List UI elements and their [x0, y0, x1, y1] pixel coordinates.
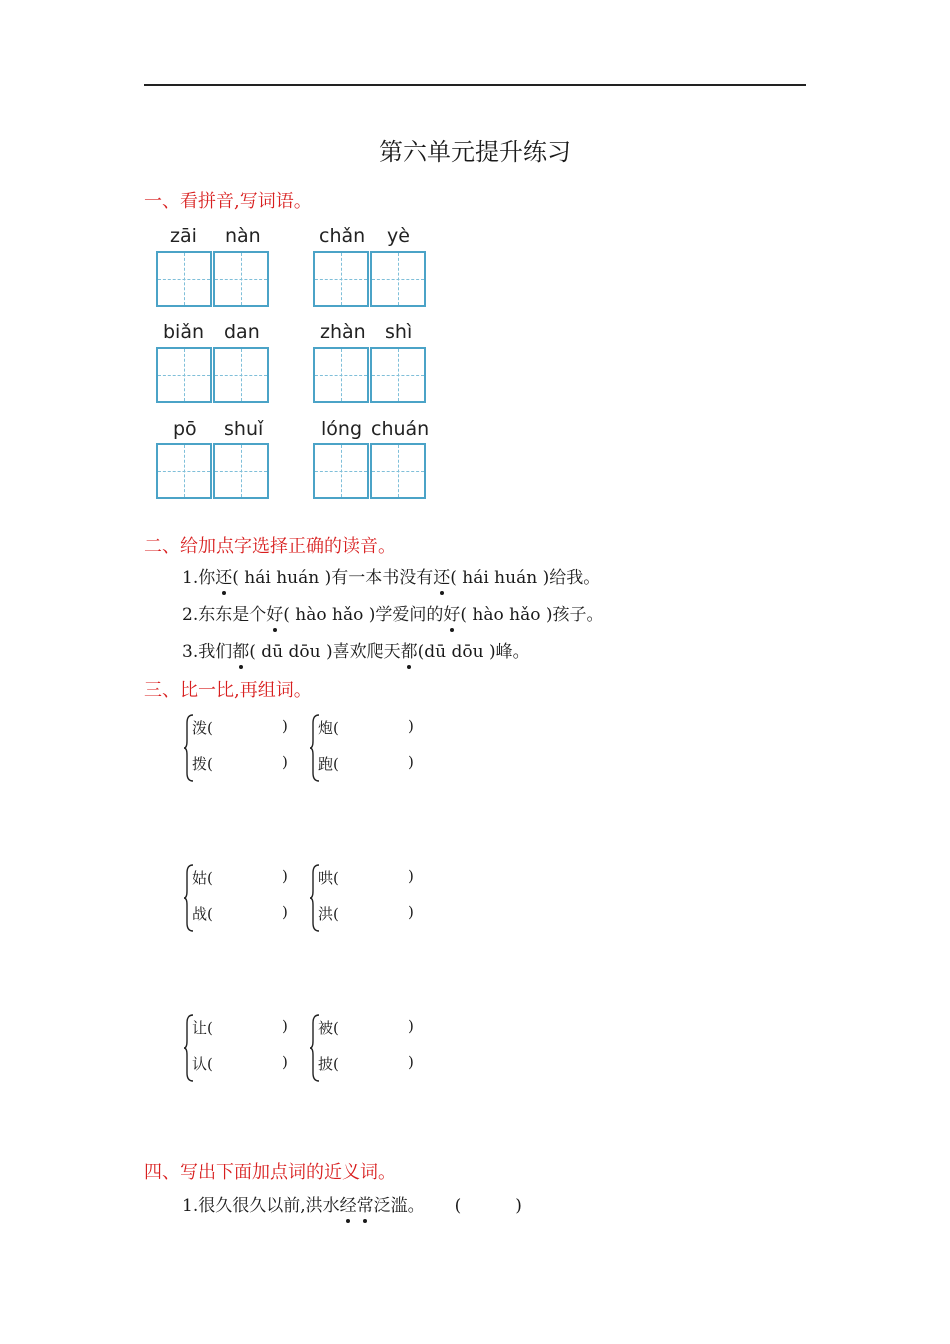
- question-2-2: [182, 600, 603, 625]
- pinyin: nàn: [225, 225, 261, 247]
- char-prompt: 战(: [192, 905, 213, 923]
- dotted-char: 常: [357, 1191, 374, 1216]
- char-prompt: 拨(: [192, 755, 213, 773]
- pinyin: biǎn: [163, 321, 205, 343]
- text: 1.很久很久以前,洪水: [182, 1196, 340, 1216]
- answer-blank[interactable]: ): [282, 903, 288, 921]
- compare-pair: [310, 863, 428, 933]
- writing-box[interactable]: [213, 251, 269, 307]
- writing-box[interactable]: [156, 251, 212, 307]
- dotted-char: 都: [401, 637, 418, 662]
- answer-blank[interactable]: ): [282, 717, 288, 735]
- answer-blank[interactable]: ): [408, 1053, 414, 1071]
- section1-heading: 一、看拼音,写词语。: [144, 191, 312, 212]
- question-2-1: [182, 563, 600, 588]
- reading-choice[interactable]: ( hào hǎo )孩子。: [460, 605, 604, 625]
- writing-box[interactable]: [156, 347, 212, 403]
- question-4-1: [182, 1191, 522, 1216]
- char-prompt: 跑(: [318, 755, 339, 773]
- dotted-char: 都: [232, 637, 249, 662]
- writing-box[interactable]: [213, 347, 269, 403]
- dotted-char: 好: [266, 600, 283, 625]
- char-prompt: 认(: [192, 1055, 213, 1073]
- answer-blank[interactable]: ): [282, 1017, 288, 1035]
- compare-pair: [184, 1013, 302, 1083]
- text: 泛滥。: [373, 1196, 425, 1216]
- text: 2.东东是个: [182, 605, 267, 625]
- text: 3.我们: [182, 642, 233, 662]
- reading-choice[interactable]: ( dū dōu )喜欢爬天: [249, 642, 401, 662]
- text: 1.你: [182, 568, 216, 588]
- compare-pair: [310, 1013, 428, 1083]
- pinyin: shì: [385, 321, 413, 343]
- char-prompt: 被(: [318, 1019, 339, 1037]
- section2-heading: 二、给加点字选择正确的读音。: [144, 536, 396, 557]
- pinyin: shuǐ: [224, 418, 264, 440]
- writing-box[interactable]: [213, 443, 269, 499]
- answer-blank[interactable]: ): [408, 1017, 414, 1035]
- writing-box[interactable]: [313, 251, 369, 307]
- pinyin: pō: [173, 418, 197, 440]
- answer-blank[interactable]: ): [282, 867, 288, 885]
- writing-box[interactable]: [370, 251, 426, 307]
- answer-blank[interactable]: ): [282, 1053, 288, 1071]
- page-title: 第六单元提升练习: [379, 138, 571, 166]
- reading-choice[interactable]: ( hào hǎo )学爱问的: [283, 605, 444, 625]
- pinyin: chuán: [371, 418, 430, 440]
- char-prompt: 泼(: [192, 719, 213, 737]
- writing-box[interactable]: [313, 443, 369, 499]
- pinyin: lóng: [321, 418, 363, 440]
- writing-box[interactable]: [370, 443, 426, 499]
- pinyin: yè: [387, 225, 410, 247]
- question-2-3: [182, 637, 530, 662]
- pinyin: zāi: [170, 225, 197, 247]
- answer-blank[interactable]: ): [408, 867, 414, 885]
- dotted-char: 还: [215, 563, 232, 588]
- reading-choice[interactable]: ( hái huán )有一本书没有: [232, 568, 434, 588]
- pinyin: zhàn: [320, 321, 366, 343]
- pinyin: dan: [224, 321, 260, 343]
- compare-pair: [310, 713, 428, 783]
- answer-blank[interactable]: ): [408, 717, 414, 735]
- writing-box[interactable]: [370, 347, 426, 403]
- dotted-char: 还: [433, 563, 450, 588]
- writing-box[interactable]: [313, 347, 369, 403]
- char-prompt: 洪(: [318, 905, 339, 923]
- compare-pair: [184, 713, 302, 783]
- top-divider: [144, 84, 806, 86]
- char-prompt: 哄(: [318, 869, 339, 887]
- dotted-char: 经: [340, 1191, 357, 1216]
- reading-choice[interactable]: (dū dōu )峰。: [417, 642, 530, 662]
- char-prompt: 披(: [318, 1055, 339, 1073]
- char-prompt: 让(: [192, 1019, 213, 1037]
- answer-blank[interactable]: ): [408, 753, 414, 771]
- answer-blank[interactable]: ): [282, 753, 288, 771]
- answer-blank[interactable]: ): [408, 903, 414, 921]
- dotted-char: 好: [443, 600, 460, 625]
- section4-heading: 四、写出下面加点词的近义词。: [144, 1162, 396, 1183]
- pinyin: chǎn: [319, 225, 366, 247]
- reading-choice[interactable]: ( hái huán )给我。: [450, 568, 601, 588]
- answer-blank[interactable]: ( ): [454, 1196, 522, 1216]
- char-prompt: 姑(: [192, 869, 213, 887]
- char-prompt: 炮(: [318, 719, 339, 737]
- compare-pair: [184, 863, 302, 933]
- writing-box[interactable]: [156, 443, 212, 499]
- section3-heading: 三、比一比,再组词。: [144, 680, 312, 701]
